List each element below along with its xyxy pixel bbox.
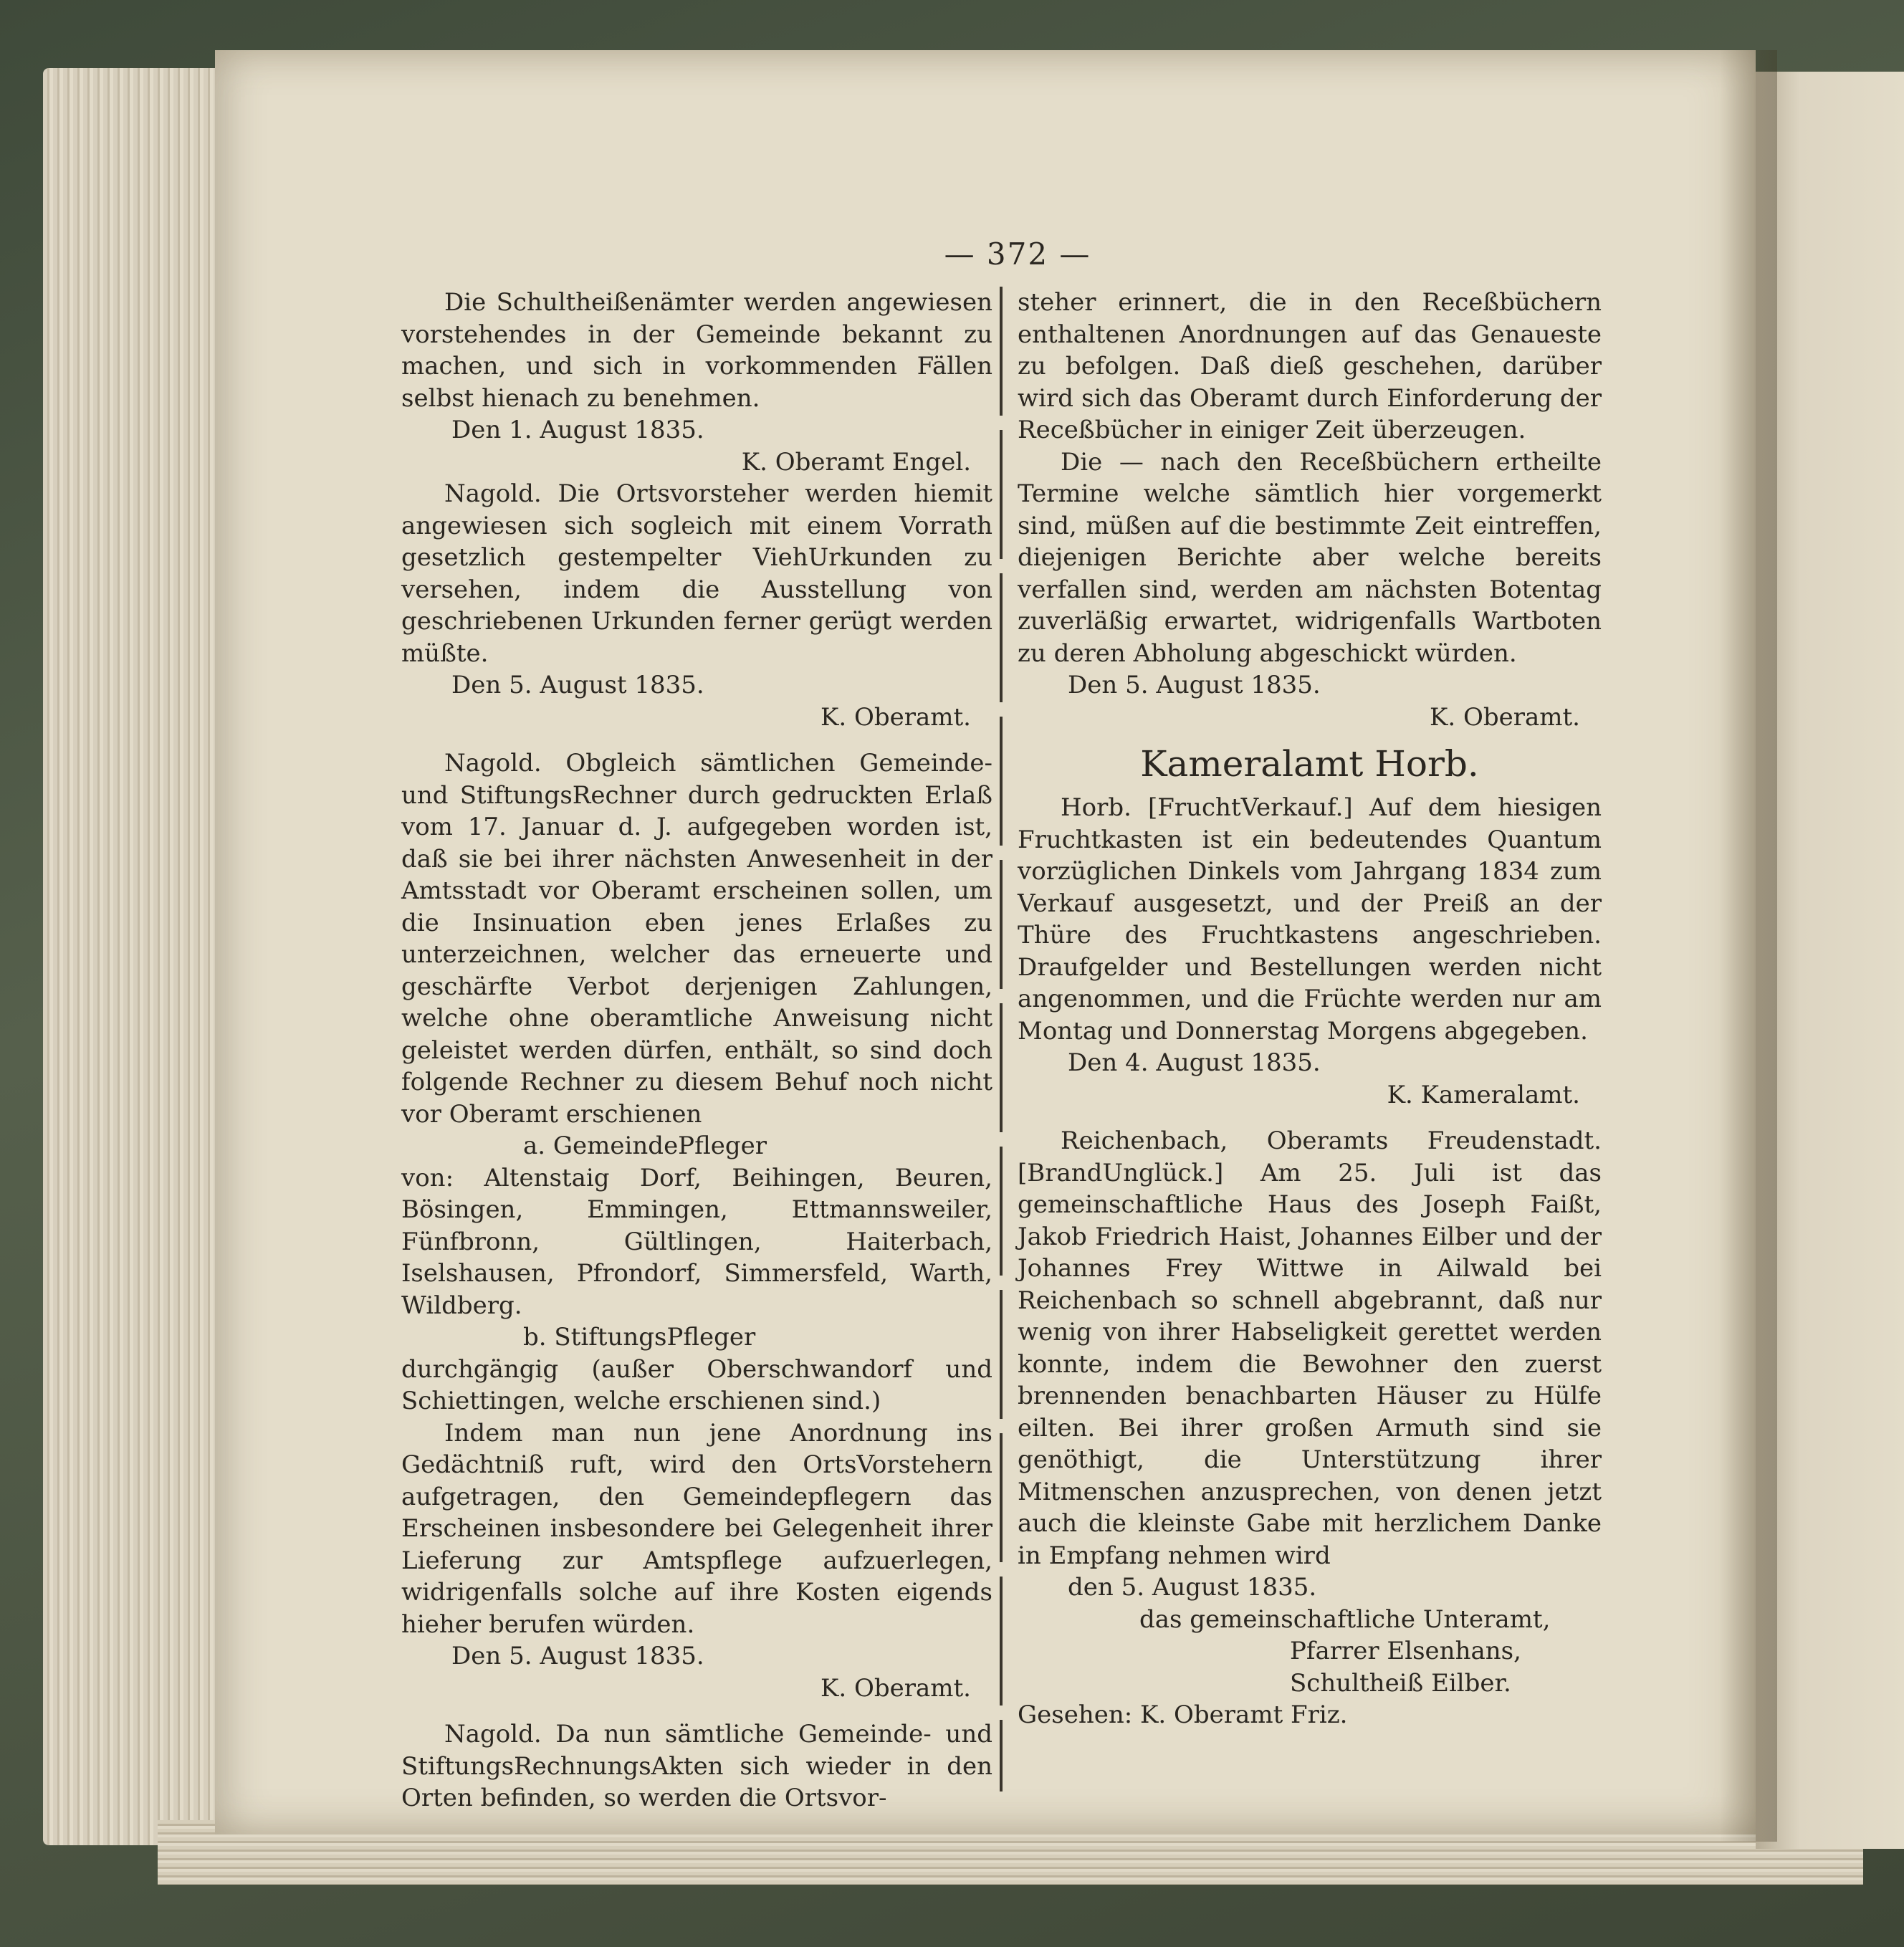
signature: K. Oberamt. bbox=[820, 1673, 971, 1703]
left-column bbox=[401, 287, 992, 1814]
paragraph: Die — nach den Receßbüchern ertheilte Termine welche sämtlich hier vorgemerkt sind, müßen auf die bestimmte Zeit eintreffen, diejenigen Berichte aber welche bereits verfallen sind, werden am nächsten Botentag zuverläßig erwartet, widrigenfalls Wartboten zu deren Abholung abgeschickt würden. bbox=[1018, 447, 1602, 668]
signature: K. Oberamt Engel. bbox=[741, 447, 971, 477]
subheading: a. GemeindePfleger bbox=[523, 1132, 767, 1160]
gutter-shadow bbox=[1720, 50, 1777, 1842]
paragraph: Nagold. Obgleich sämtlichen Gemeinde- und StiftungsRechner durch gedruckten Erlaß vom 17. Januar d. J. aufgegeben worden ist, daß sie bei ihrer nächsten Anwesenheit in der Amtsstadt vor Oberamt erscheinen sollen, um die Insinuation eben jenes Erlaßes zu unterzeichnen, welcher das erneuerte und geschärfte Verbot derjenigen Zahlungen, welche ohne oberamtliche Anweisung nicht geleistet werden dürfen, enthält, so sind doch folgende Rechner zu diesem Behuf noch nicht vor Oberamt erschienen bbox=[401, 749, 992, 1129]
book-page-edges-left bbox=[43, 68, 215, 1845]
date-line: Den 5. August 1835. bbox=[451, 1642, 704, 1670]
subheading: b. StiftungsPfleger bbox=[523, 1323, 756, 1352]
date-line: Den 5. August 1835. bbox=[1068, 671, 1321, 699]
section-heading: Kameralamt Horb. bbox=[1140, 743, 1479, 785]
signature: K. Oberamt. bbox=[820, 702, 971, 732]
approval-line: Gesehen: K. Oberamt Friz. bbox=[1018, 1700, 1348, 1729]
signature: K. Oberamt. bbox=[1429, 702, 1580, 732]
signature: K. Kameralamt. bbox=[1387, 1080, 1580, 1109]
paragraph: Nagold. Die Ortsvorsteher werden hiemit angewiesen sich sogleich mit einem Vorrath gesetzlich gestempelter ViehUrkunden zu versehen, indem die Ausstellung von geschriebenen Urkunden ferner gerügt werden müßte. bbox=[401, 479, 992, 668]
list-text: von: Altenstaig Dorf, Beihingen, Beuren, Bösingen, Emmingen, Ettmannsweiler, Fünfbronn, Gültlingen, Haiterbach, Iselshausen, Pfrondorf, Simmersfeld, Warth, Wildberg. bbox=[401, 1163, 992, 1320]
paragraph: Indem man nun jene Anordnung ins Gedächtniß ruft, wird den OrtsVorstehern aufgetragen, den Gemeindepflegern das Erscheinen insbesondere bei Gelegenheit ihrer Lieferung zur Amtspflege aufzuerlegen, widrigenfalls solche auf ihre Kosten eigends hieher berufen würden. bbox=[401, 1418, 992, 1639]
signature: das gemeinschaftliche Unteramt, bbox=[1139, 1604, 1551, 1634]
page-number: — 372 — bbox=[944, 236, 1091, 272]
date-line: Den 1. August 1835. bbox=[451, 416, 704, 444]
column-divider bbox=[1000, 287, 1003, 1791]
paragraph: Die Schultheißenämter werden angewiesen vorstehendes in der Gemeinde bekannt zu machen, und sich in vorkommenden Fällen selbst hienach zu benehmen. bbox=[401, 288, 992, 413]
date-line: Den 5. August 1835. bbox=[451, 671, 704, 699]
paragraph: Nagold. Da nun sämtliche Gemeinde- und StiftungsRechnungsAkten sich wieder in den Orten befinden, so werden die Ortsvor- bbox=[401, 1720, 992, 1812]
list-text: durchgängig (außer Oberschwandorf und Schiettingen, welche erschienen sind.) bbox=[401, 1354, 992, 1415]
signature: Schultheiß Eilber. bbox=[1290, 1668, 1511, 1698]
date-line: den 5. August 1835. bbox=[1068, 1573, 1317, 1602]
date-line: Den 4. August 1835. bbox=[1068, 1048, 1321, 1077]
right-column bbox=[1018, 287, 1602, 1731]
paragraph: steher erinnert, die in den Receßbüchern enthaltenen Anordnungen auf das Genaueste zu befolgen. Daß dieß geschehen, darüber wird sich das Oberamt durch Einforderung der Receßbücher in einiger Zeit überzeugen. bbox=[1018, 288, 1602, 444]
paragraph: Horb. [FruchtVerkauf.] Auf dem hiesigen Fruchtkasten ist ein bedeutendes Quantum vorzüglichen Dinkels vom Jahrgang 1834 zum Verkauf ausgesetzt, und der Preiß an der Thüre des Fruchtkastens angeschrieben. Draufgelder und Bestellungen werden nicht angenommen, und die Früchte werden nur am Montag und Donnerstag Morgens abgegeben. bbox=[1018, 793, 1602, 1046]
facing-page bbox=[1756, 72, 1904, 1849]
signature: Pfarrer Elsenhans, bbox=[1290, 1637, 1521, 1665]
paragraph: Reichenbach, Oberamts Freudenstadt. [BrandUnglück.] Am 25. Juli ist das gemeinschaftliche Haus des Joseph Faißt, Jakob Friedrich Haist, Johannes Eilber und der Johannes Frey Wittwe in Ailwald bei Reichenbach so schnell abgebrannt, daß nur wenig von ihrer Habseligkeit gerettet werden konnte, indem die Bewohner den zuerst brennenden benachbarten Häuser zu Hülfe eilten. Bei ihrer großen Armuth sind sie genöthigt, die Unterstützung ihrer Mitmenschen anzusprechen, von denen jetzt auch die kleinste Gabe mit herzlichem Danke in Empfang nehmen wird bbox=[1018, 1126, 1602, 1570]
